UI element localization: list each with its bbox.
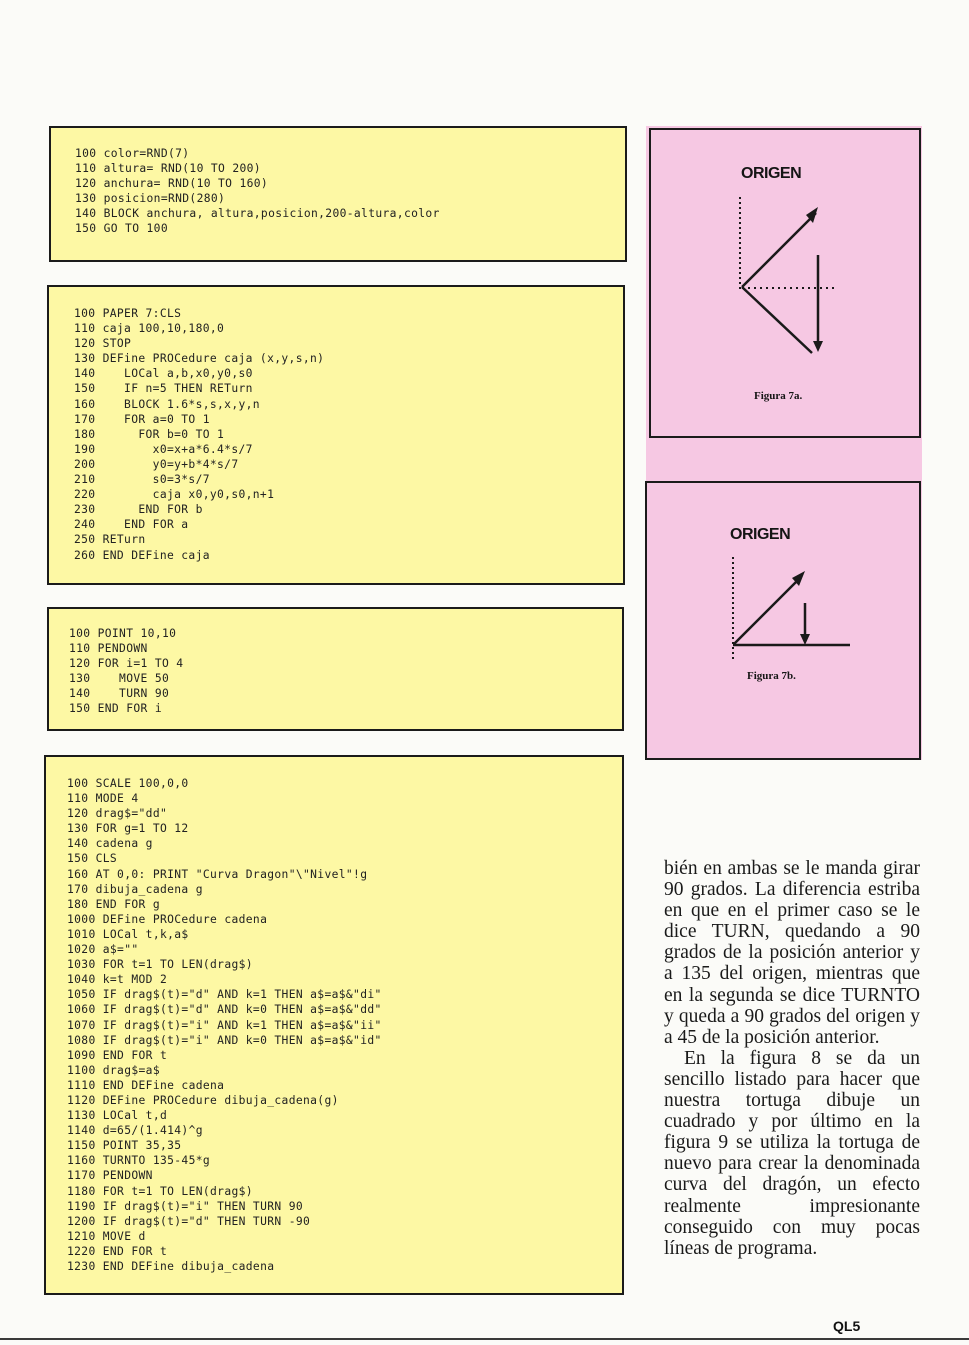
figure-7b-diagram (725, 555, 855, 665)
listing-1-box (49, 126, 627, 262)
listing-2-box (47, 285, 625, 585)
listing-2-code: 100 PAPER 7:CLS 110 caja 100,10,180,0 120 STOP 130 DEFine PROCedure caja (x,y,s,n) 140 LOCal a,b,x0,y0,s0 150 IF n=5 THEN RETurn 160 BLOCK 1.6*s,s,x,y,n 170 FOR a=0 TO 1 180 FOR b=0 TO 1 190 x0=x+a*6.4*s/7 200 y0=y+b*4*s/7 210 s0=3*s/7 220 caja x0,y0,s0,n+1 230 END FOR b 240 END FOR a 250 RETurn 260 END DEFine caja (74, 307, 325, 562)
figure-7a-title: ORIGEN (741, 165, 802, 182)
figure-7b-title: ORIGEN (730, 526, 791, 543)
figure-7a-caption: Figura 7a. (754, 390, 803, 402)
page-number: QL5 (833, 1318, 861, 1334)
listing-3-box (47, 607, 624, 731)
article-paragraph-1: bién en ambas se le manda girar 90 grados. La diferencia estriba en que en el primer caso se le dice TURN, quedando a 90 grados de la posición anterior y a 135 del origen, mientras que en la segunda se dice TURNTO y queda a 90 grados del origen y a 45 de la posición anterior. (664, 858, 920, 1048)
figure-7b-caption: Figura 7b. (747, 670, 796, 682)
listing-4-box (44, 755, 624, 1295)
listing-3-code: 100 POINT 10,10 110 PENDOWN 120 FOR i=1 TO 4 130 MOVE 50 140 TURN 90 150 END FOR i (69, 627, 184, 716)
listing-4-code: 100 SCALE 100,0,0 110 MODE 4 120 drag$="dd" 130 FOR g=1 TO 12 140 cadena g 150 CLS 160 AT 0,0: PRINT "Curva Dragon"\"Nivel"!g 170 dibuja_cadena g 180 END FOR g 1000 DEFine PROCedure cadena 1010 LOCal t,k,a$ 1020 a$="" 1030 FOR t=1 TO LEN(drag$) 1040 k=t MOD 2 1050 IF drag$(t)="d" AND k=1 THEN a$=a$&"di" 1060 IF drag$(t)="d" AND k=0 THEN a$=a$&"dd" 1070 IF drag$(t)="i" AND k=1 THEN a$=a$&"ii" 1080 IF drag$(t)="i" AND k=0 THEN a$=a$&"id" 1090 END FOR t 1100 drag$=a$ 1110 END DEFine cadena 1120 DEFine PROCedure dibuja_cadena(g) 1130 LOCal t,d 1140 d=65/(1.414)^g 1150 POINT 35,35 1160 TURNTO 135-45*g 1170 PENDOWN 1180 FOR t=1 TO LEN(drag$) 1190 IF drag$(t)="i" THEN TURN 90 1200 IF drag$(t)="d" THEN TURN -90 1210 MOVE d 1220 END FOR t 1230 END DEFine dibuja_cadena (67, 777, 382, 1273)
article-paragraph-2: En la figura 8 se da un sencillo listado para hacer que nuestra tortuga dibuje un cuadrado y por último en la figura 9 se utiliza la tortuga de nuevo para crear la denominada curva del dragón, un efecto realmente impresionante conseguido con muy pocas líneas de programa. (664, 1047, 920, 1259)
figure-7a-diagram (730, 195, 840, 365)
article-text (664, 858, 920, 1259)
bottom-rule (0, 1338, 969, 1340)
listing-1-code: 100 color=RND(7) 110 altura= RND(10 TO 200) 120 anchura= RND(10 TO 160) 130 posicion=RND(280) 140 BLOCK anchura, altura,posicion,200-altura,color 150 GO TO 100 (75, 147, 440, 236)
